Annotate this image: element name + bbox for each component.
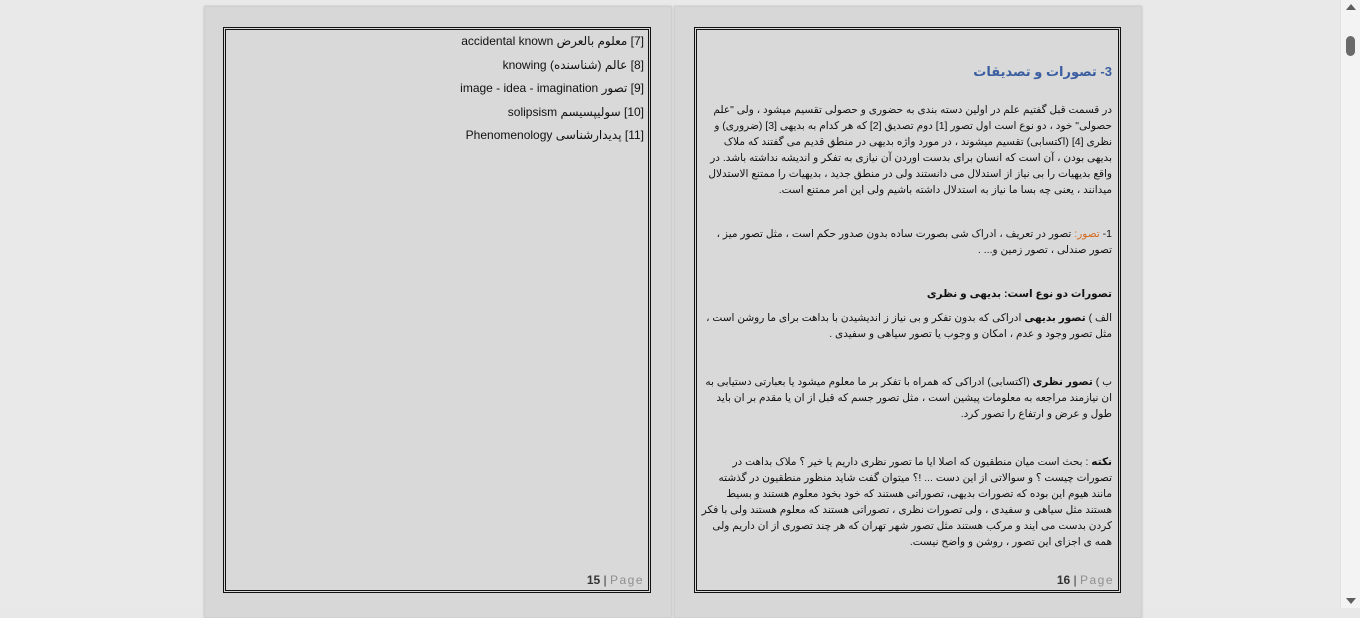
term-bold: نکته: [1091, 456, 1112, 468]
vertical-scrollbar[interactable]: [1340, 0, 1360, 608]
concept-definition: [701, 226, 1112, 258]
scrollbar-thumb[interactable]: [1346, 36, 1355, 56]
footnote-text: عالم (شناسنده) knowing: [502, 57, 631, 72]
footnote-number: [11]: [624, 128, 644, 142]
term-bold: تصور نظری: [1032, 376, 1093, 388]
scroll-up-arrow-icon[interactable]: [1346, 4, 1356, 10]
footnote-9: [234, 80, 644, 104]
page-15: [204, 6, 672, 618]
page-footer: [587, 573, 644, 587]
footnote-10: [234, 104, 644, 128]
intro-paragraph: در قسمت قبل گفتیم علم در اولین دسته بندی به حضوری و حصولی تقسیم میشود ، ولی "علم حصولی" خود ، دو نوع است اول تصور [1] دوم تصدیق [2] که هر کدام به بدیهی [3] (ضروری) و نظری [4] (اکتسابی) تقسیم میشوند ، در مورد واژه بدیهی در منطق قدیم می گفتند که ملاک بدیهی بودن ، آن است که انسان برای بدست اوردن آن نیازی به تفکر و اندیشه نداشته باشد. در واقع بدیهیات را بی نیاز از استدلال می دانستند ولی در منطق جدید ، بدیهیات را ممتنع الاستدلال میدانند ، یعنی چه بسا ما نیاز به استدلال داشته باشیم ولی این امر ممتنع است.: [708, 104, 1112, 196]
note-paragraph: [701, 454, 1112, 550]
page-word: Page: [609, 573, 644, 587]
item-prefix: ب ): [1092, 376, 1112, 388]
page-number: 15: [586, 573, 601, 587]
page-border: [223, 27, 651, 593]
footnote-text: معلوم بالعرض accidental known: [461, 34, 631, 48]
paragraph-text: (اکتسابی) ادراکی که همراه با تفکر بر ما معلوم میشود یا بعبارتی دستیابی به ان نیازمند مراجعه به معلومات پیشین است ، مثل تصور جسم که قبل از ان یا مقدم بر ان باید طول و عرض و ارتفاع را تصور کرد.: [705, 376, 1112, 420]
term-label: تصور:: [1074, 228, 1100, 240]
footnote-number: [10]: [623, 104, 644, 119]
term-bold: تصور بدیهی: [1024, 312, 1086, 324]
item-prefix: 1-: [1099, 228, 1112, 240]
footnote-text: تصور image - idea - imagination: [460, 81, 631, 95]
theoretical-paragraph: [701, 374, 1112, 422]
footnote-7: [234, 33, 644, 57]
footnote-number: [9]: [630, 81, 644, 95]
page-footer: [1057, 573, 1114, 587]
page-separator: |: [1070, 573, 1080, 587]
subheading: تصورات دو نوع است: بدیهی و نظری: [926, 288, 1112, 300]
paragraph-text: ادراکی که بدون تفکر و بی نیاز ز اندیشیدن با بداهت برای ما روشن است ، مثل تصور وجود و عدم ، امکان و وجوب یا تصور سیاهی و سفیدی .: [706, 312, 1112, 340]
scroll-down-arrow-icon[interactable]: [1346, 598, 1356, 604]
paragraph-text: : بحث است میان منطقیون که اصلا ایا ما تصور نظری داریم یا خیر ؟ ملاک بداهت در تصورات چیست ؟ و سوالاتی از این دست ... !؟ میتوان گفت شاید منظور منطقیون در گذشته مانند هیوم این بوده که تصورات بدیهی، تصوراتی هستند که خود بخود معلوم هستند و بسیط هستند مثل سیاهی و سفیدی ، ولی تصورات نظری ، تصوراتی هستند که معلوم هستند ولی با فکر کردن بدست می ایند و مرکب هستند مثل تصور شهر تهران که هر چند تصوری از ان داریم ولی همه ی اجزای این تصور ، روشن و واضح نیست.: [701, 456, 1112, 548]
page-separator: |: [600, 573, 610, 587]
page-word: Page: [1079, 573, 1114, 587]
footnote-number: [8]: [630, 57, 644, 72]
page-number: 16: [1056, 573, 1071, 587]
definition-text: تصور در تعریف ، ادراک شی بصورت ساده بدون صدور حکم است ، مثل تصور میز ، تصور صندلی ، تصور زمین و... .: [716, 228, 1112, 256]
page-content: [701, 64, 1112, 550]
footnote-11: [234, 127, 644, 151]
section-title: 3- تصورات و تصدیقات: [973, 64, 1112, 79]
footnote-text: سولیپسیسم solipsism: [507, 104, 624, 119]
item-prefix: الف ): [1085, 312, 1112, 324]
footnote-text: پدیدارشناسی Phenomenology: [465, 128, 625, 142]
page-16: [674, 6, 1142, 618]
page-border: [694, 27, 1121, 593]
footnote-8: [234, 57, 644, 81]
footnote-number: [7]: [630, 34, 644, 48]
self-evident-paragraph: [701, 310, 1112, 342]
footnotes-list: [234, 33, 644, 151]
